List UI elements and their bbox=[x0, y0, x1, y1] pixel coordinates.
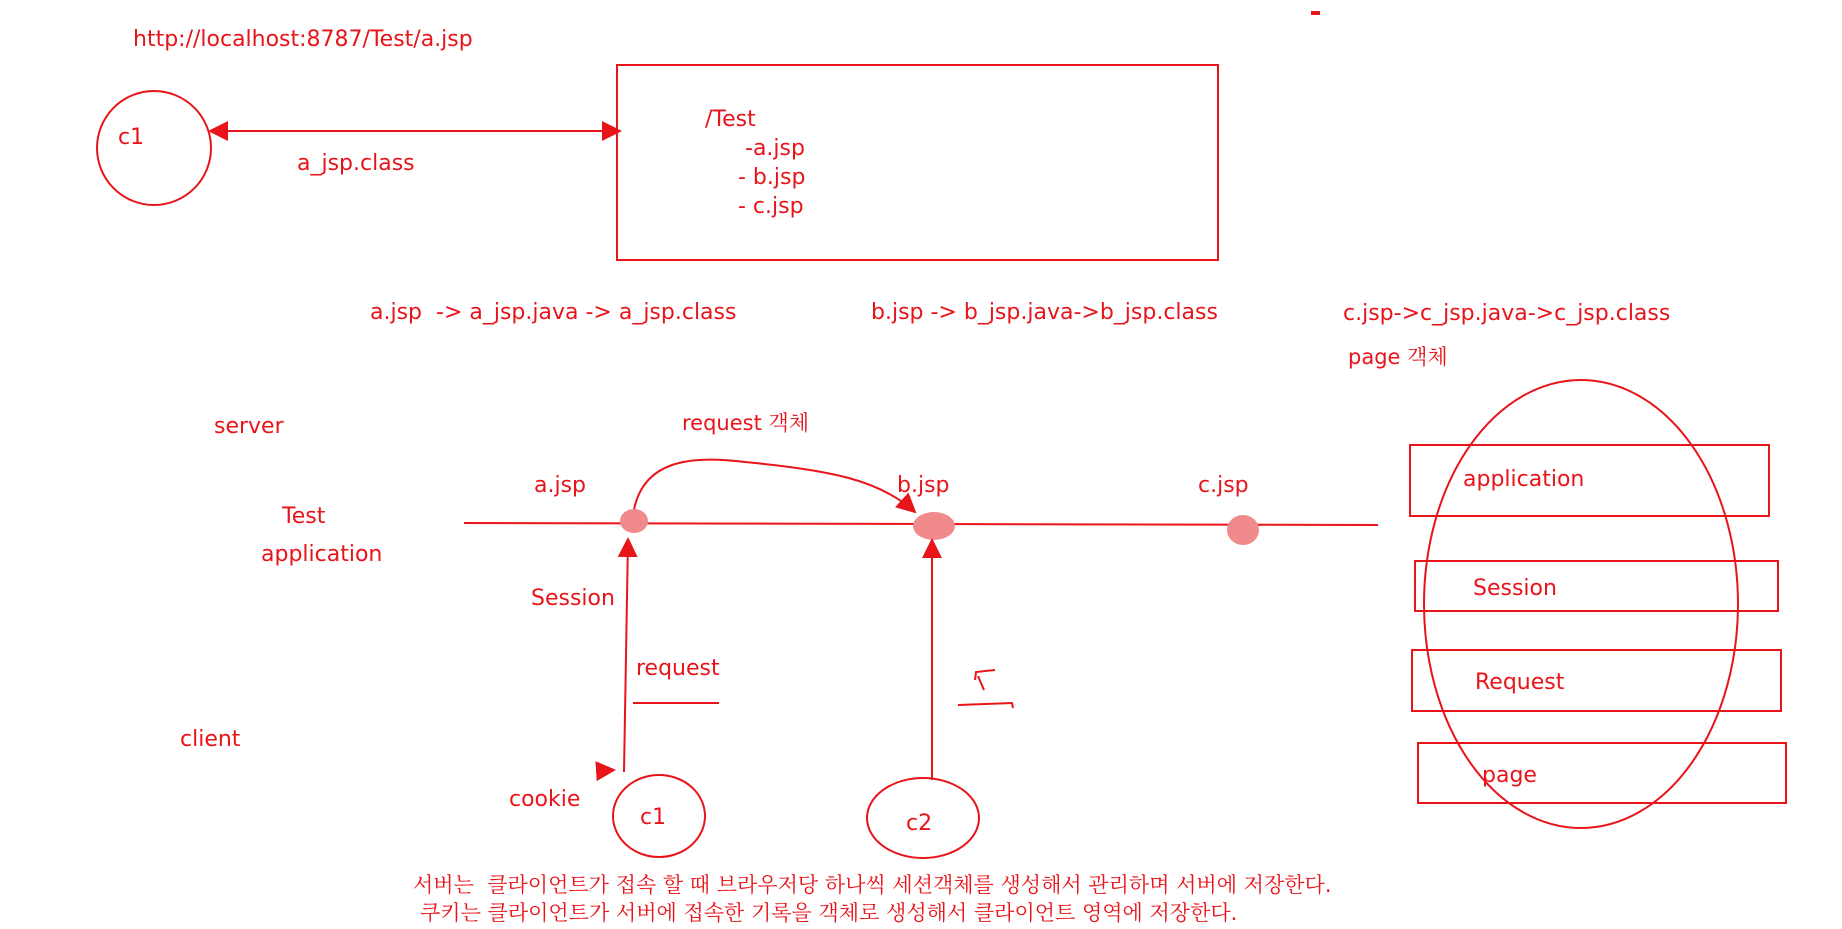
forward-curve-arrow bbox=[633, 460, 915, 516]
client-c1-label: c1 bbox=[640, 805, 667, 830]
top-client-label: c1 bbox=[118, 125, 145, 150]
scope-application-label: application bbox=[1463, 467, 1585, 492]
test-label: Test bbox=[282, 504, 326, 529]
scope-ellipse bbox=[1424, 380, 1738, 828]
cookie-label: cookie bbox=[509, 787, 581, 812]
test-folder-title: /Test bbox=[705, 107, 756, 132]
file-c-jsp: - c.jsp bbox=[738, 194, 804, 219]
timeline-dot-c bbox=[1227, 515, 1259, 545]
application-label: application bbox=[261, 542, 383, 567]
timeline-node-a-label: a.jsp bbox=[534, 473, 587, 498]
session-label: Session bbox=[531, 586, 615, 611]
timeline-node-c-label: c.jsp bbox=[1198, 473, 1249, 498]
test-folder-box bbox=[617, 65, 1218, 260]
compile-chain-c: c.jsp->c_jsp.java->c_jsp.class bbox=[1343, 301, 1671, 326]
note-cookie: 쿠키는 클라이언트가 서버에 접속한 기록을 객체로 생성해서 클라이언트 영역에 저장한다. bbox=[420, 901, 1238, 925]
timeline-dot-a bbox=[620, 509, 648, 533]
timeline-dot-b bbox=[913, 512, 955, 540]
top-arrow-label: a_jsp.class bbox=[297, 151, 415, 176]
scope-request-label: Request bbox=[1475, 670, 1565, 695]
page-object-label: page 객체 bbox=[1348, 345, 1448, 369]
file-b-jsp: - b.jsp bbox=[738, 165, 806, 190]
scope-session-box bbox=[1415, 561, 1778, 611]
scope-session-label: Session bbox=[1473, 576, 1557, 601]
scope-page-box bbox=[1418, 743, 1786, 803]
c1-request-arrow bbox=[624, 539, 628, 772]
client-c2-label: c2 bbox=[906, 811, 933, 836]
handwritten-scribble bbox=[958, 670, 1013, 708]
compile-chain-b: b.jsp -> b_jsp.java->b_jsp.class bbox=[871, 300, 1218, 325]
cookie-arrow bbox=[598, 770, 614, 771]
file-a-jsp: -a.jsp bbox=[745, 136, 805, 161]
client-label: client bbox=[180, 727, 241, 752]
request-label: request bbox=[636, 656, 720, 681]
server-label: server bbox=[214, 414, 284, 439]
stray-mark bbox=[1311, 11, 1320, 15]
timeline-node-b-label: b.jsp bbox=[897, 473, 950, 498]
scope-page-label: page bbox=[1482, 763, 1537, 788]
compile-chain-a: a.jsp -> a_jsp.java -> a_jsp.class bbox=[370, 300, 737, 325]
request-object-label: request 객체 bbox=[682, 411, 810, 435]
scope-request-box bbox=[1412, 650, 1781, 711]
note-session: 서버는 클라이언트가 접속 할 때 브라우저당 하나씩 세션객체를 생성해서 관리하며 서버에 저장한다. bbox=[413, 873, 1332, 897]
url-text: http://localhost:8787/Test/a.jsp bbox=[133, 27, 473, 52]
top-client-circle bbox=[97, 91, 211, 205]
